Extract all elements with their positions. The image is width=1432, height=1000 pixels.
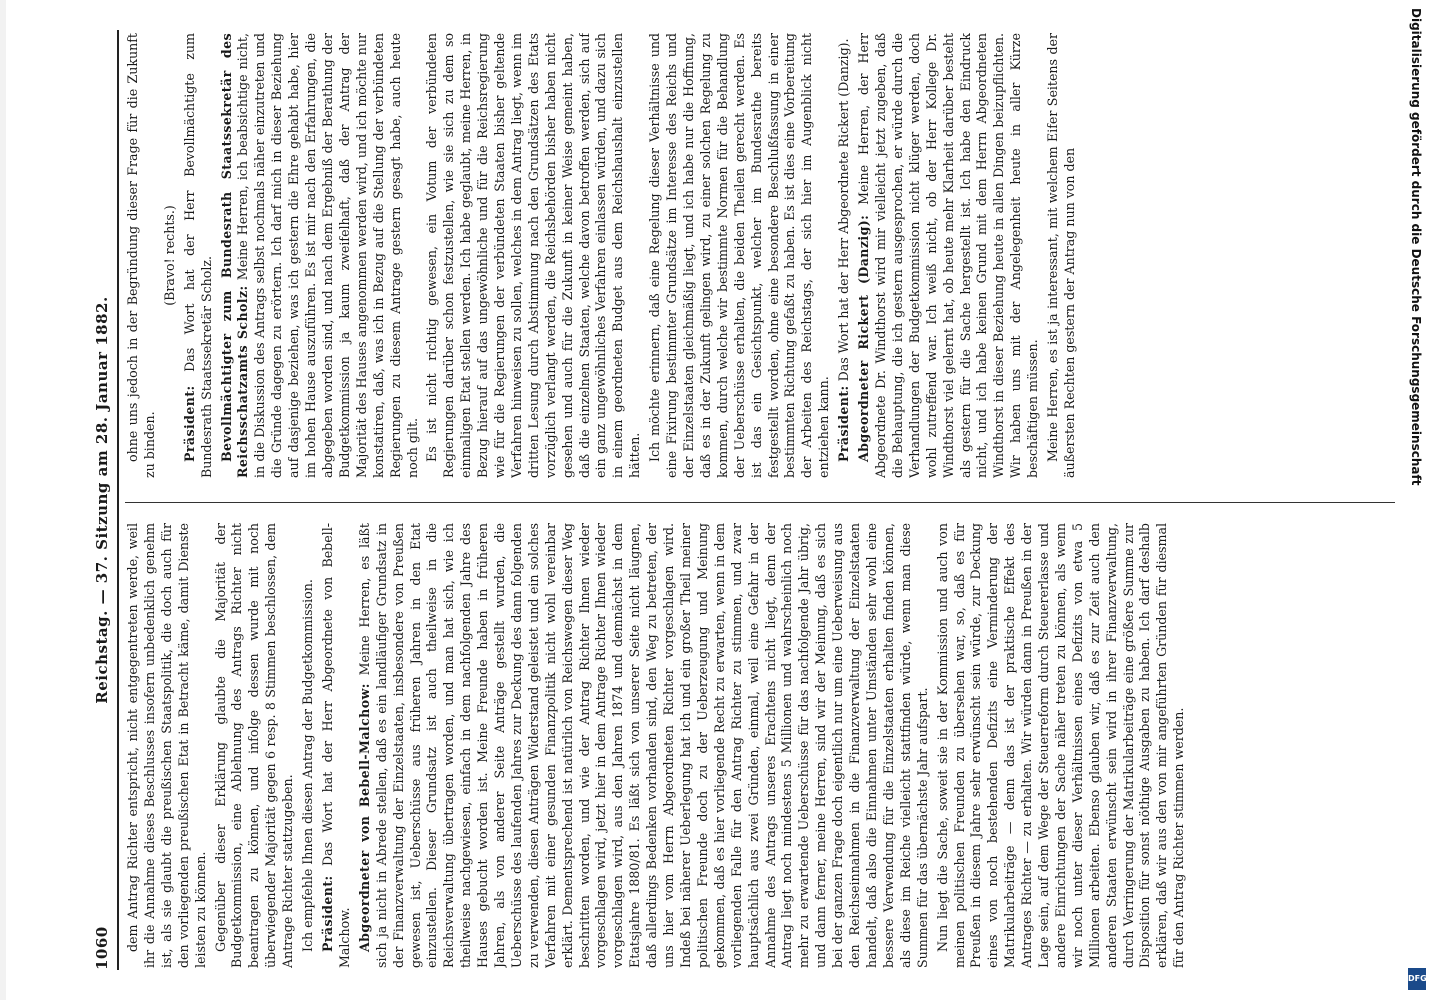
interjection: (Bravo! rechts.) xyxy=(161,205,177,306)
speech-paragraph xyxy=(856,33,1042,478)
speech-text: Das Wort hat der Herr Abgeordnete von Bebell-Malchow. xyxy=(319,523,352,968)
paragraph: dem Antrag Richter entspricht, nicht entgegentreten werde, weil ihr die Annahme dieses Beschlusses insofern unbedenklich genehm ist, als sie glaubt die preußischen Staatspolitik, die doch auch für den vorliegenden preußischen Etat in Betracht käme, damit Dienste leisten zu können. xyxy=(125,523,208,968)
paragraph: Nun liegt die Sache, soweit sie in der Kommission und auch von meinen politischen Freunden zu übersehen war, so, daß es für Preußen in diesem Jahre sehr erwünscht sein würde, zur Deckung eines von noch bestehenden Defizits eine Verminderung der Matrikularbeiträge — denn das ist der praktische Effekt des Antrages Richter — zu erhalten. Wir würden dann in Preußen in der Lage sein, auf dem Wege der Steuerreform durch Steuererlasse und andere Einrichtungen der Sache näher treten zu können, als wenn wir noch unter dieser Verhältnissen eines Defizits von etwa 5 Millionen arbeiten. Ebenso glauben wir, daß es zur Zeit auch den anderen Staaten erwünscht sein wird in ihrer Finanzverwaltung, durch Verringerung der Matrikularbeiträge eine größere Summe zur Disposition für sonst nöthige Ausgaben zu haben. Ich darf deshalb erklären, daß wir aus den von mir angeführten Gründen für diesmal für den Antrag Richter stimmen werden. xyxy=(934,523,1187,968)
speech-text: Meine Herren, der Herr Abgeordnete Dr. Windthorst wird mir vielleicht jetzt zugeben, daß die Behauptung, die ich gestern ausgesprochen, er würde durch die Verhandlungen der Budgetkommission nicht klüger werden, doch wohl zutreffend war. Ich weiß nicht, ob der Herr Kollege Dr. Windthorst viel gelernt hat, ob heute mehr Klarheit darüber besteht als gestern für die Sache hergestellt ist. Ich habe den Eindruck nicht, und ich habe keinen Grund mit dem Herrn Abgeordneten Windthorst in dieser Beziehung heute in allen Dingen beizupflichten. Wir haben uns mit der Angelegenheit heute in aller Kürze beschäftigen müssen. xyxy=(856,33,1041,478)
speaker-name: Abgeordneter Rickert (Danzig): xyxy=(856,214,872,462)
paragraph: Ich empfehle Ihnen diesen Antrag der Budgetkommission. xyxy=(300,579,316,952)
page-number: 1060 xyxy=(93,926,111,970)
right-column xyxy=(125,33,1395,478)
speech-paragraph xyxy=(219,33,422,478)
speech-paragraph xyxy=(320,523,354,968)
paragraph: Meine Herren, es ist ja interessant, mit welchem Eifer Seitens der äußersten Rechten gestern der Antrag nun von den xyxy=(1045,33,1077,478)
digitization-strip xyxy=(1405,8,1429,993)
scan-edge xyxy=(0,0,6,1000)
dfg-logo: DFG xyxy=(1408,968,1426,990)
speech-text: Meine Herren, ich beabsichtige nicht, in die Diskussion des Antrags selbst nochmals näher einzutreten und die Gründe dagegen zu erörtern. Ich darf mich in dieser Beziehung auf dasjenige beziehen, was ich gestern die Ehre gehabt habe, hier im hohen Hause auszuführen. Es ist mir nach den Erfahrungen, die abgegeben worden sind, und nach dem Ergebniß der Berathung der Budgetkommission ja kaum zweifelhaft, daß der Antrag der Majorität des Hauses angenommen werden wird, und ich möchte nur konstatiren, daß, was ich in Bezug auf die Stellung der verbündeten Regierungen zu diesem Antrage gestern gesagt habe, auch heute noch gilt. xyxy=(235,33,420,478)
column-divider xyxy=(125,502,1395,503)
page-title: Reichstag. — 37. Sitzung am 28. Januar 1882. xyxy=(93,296,111,704)
speech-text: Das Wort hat der Herr Bevollmächtigte zum Bundesrath Staatssekretär Scholz. xyxy=(181,33,214,478)
speaker-name: Präsident: xyxy=(181,385,197,462)
speaker-name: Abgeordneter von Bebell-Malchow: xyxy=(356,683,372,952)
paragraph: ohne uns jedoch in der Begründung dieser Frage für die Zukunft zu binden. xyxy=(125,33,157,478)
rotated-document xyxy=(21,0,1411,1000)
paragraph: Es ist nicht richtig gewesen, ein Votum der verbündeten Regierungen darüber schon festzustellen, wie sie sich zu dem so einmaligen Etat stellen werden. Ich habe geglaubt, meine Herren, in Bezug hierauf auf das ungewöhnliche und für die Reichsregierung wie für die Regierungen der verbündeten Staaten bisher geltende Verfahren hinweisen zu sollen, welches in dem Antrag liegt, wenn im dritten Lesung durch Abstimmung nach den Grundsätzen des Etats vorzüglich verlangt werden, die Reichsbehörden bisher haben nicht gesehen und auch für die Zukunft in keiner Weise gemeint haben, daß die einzelnen Staaten, welche davon betroffen werden, sich auf ein ganz ungewöhnliches Verfahren einlassen würden, und dazu sich in einem geordneten Budget aus dem Reichshaushalt einzustellen hätten. xyxy=(424,33,643,478)
speech-paragraph xyxy=(357,523,932,968)
speech-paragraph xyxy=(836,33,853,478)
speech-paragraph xyxy=(182,33,216,478)
paragraph: Ich möchte erinnern, daß eine Regelung dieser Verhältnisse und eine Fixirung bestimmter Grundsätze im Interesse des Reichs und der Einzelstaaten gleichmäßig liegt, und ich habe nur die Hoffnung, daß es in der Zukunft gelingen wird, zu einer solchen Regelung zu kommen, durch welche wir bestimmte Normen für die Behandlung der Ueberschüsse erhalten, die beiden Theilen gerecht werden. Es ist das ein Gesichtspunkt, welcher im Bundesrathe bereits festgestellt worden, ohne eine besondere Beschlußfassung in einer bestimmten Richtung gefaßt zu haben. Es ist dies eine Vorbereitung der Arbeiten des Reichstags, der sich hier im Augenblick nicht entziehen kann. xyxy=(647,33,832,478)
digitization-credit: Digitalisierung gefördert durch die Deutsche Forschungsgemeinschaft xyxy=(1409,8,1423,486)
header-rule xyxy=(117,30,119,970)
left-column xyxy=(125,523,1395,968)
speaker-name: Bevollmächtigter zum Bundesrath Staatssekretär des Reichsschatzamts Scholz: xyxy=(218,33,251,478)
speaker-name: Präsident: xyxy=(836,385,852,462)
paragraph: Gegenüber dieser Erklärung glaubte die Majorität der Budgetkommission, eine Ablehnung des Antrags Richter nicht beantragen zu können, und infolge dessen wurde mit noch überwiegender Majorität gegen 6 resp. 8 Stimmen beschlossen, dem Antrage Richter stattzugeben. xyxy=(212,523,296,968)
speech-text: Das Wort hat der Herr Abgeordnete Rickert (Danzig). xyxy=(836,38,852,382)
speech-text: Meine Herren, es läßt sich ja nicht in Abrede stellen, daß es ein landläufiger Grundsatz in der Finanzverwaltung der Einzelstaaten, insbesondere von Preußen gewesen ist, Ueberschüsse aus früheren Jahren in den Etat einzustellen. Dieser Grundsatz ist auch theilweise in die Reichsverwaltung übertragen worden, und man hat sich, wie ich theilweise nachgewiesen, einfach in dem nachfolgenden Jahre des Hauses gebucht worden ist. Meine Freunde haben in früheren Jahren, als von anderer Seite Anträge gestellt wurden, die Ueberschüsse des laufenden Jahres zur Deckung des dann folgenden zu verwenden, diesen Anträgen Widerstand geleistet und ein solches Verfahren mit einer gesunden Finanzpolitik nicht wohl vereinbar erklärt. Dementsprechend ist natürlich von Reichswegen dieser Weg beschritten worden, und wie der Antrag Richter Ihnen wieder vorgeschlagen wird, jetzt hier in dem Antrage Richter Ihnen wieder vorgeschlagen wird, aus den Jahren 1874 und demnächst in dem Etatsjahre 1880/81. Es läßt sich von unserer Seite nicht läugnen, daß allerdings Bedenken vorhanden sind, den Weg zu betreten, der uns hier vom Herrn Abgeordneten Richter vorgeschlagen wird. Indeß bei näherer Ueberlegung hat ich und ein großer Theil meiner politischen Freunde doch zu der Ueberzeugung und Meinung gekommen, daß es hier vorliegende Recht zu erwarten, wenn in dem vorliegenden Falle für den Antrag Richter zu stimmen, und zwar hauptsächlich aus zwei Gründen, einmal, weil eine Gefahr in der Annahme des Antrags unseres Erachtens nicht liegt, denn der Antrag liegt noch mindestens 5 Millionen und wahrscheinlich noch mehr zu erwartende Ueberschüsse für das nachfolgende Jahr übrig, und dann ferner, meine Herren, sind wir der Meinung, daß es sich bei der ganzen Frage doch eigentlich nur um eine Ueberweisung aus den Reichseinnahmen in die Finanzverwaltung der Einzelstaaten handelt, daß also die Einnahmen unter Umständen sehr wohl eine bessere Verwendung für die Einzelstaaten erhalten finden können, als diese im Reiche vielleicht stattfinden würde, wenn man diese Summen für das übernächste Jahr aufspart. xyxy=(356,523,930,968)
speaker-name: Präsident: xyxy=(319,875,335,952)
page-header xyxy=(91,30,117,970)
